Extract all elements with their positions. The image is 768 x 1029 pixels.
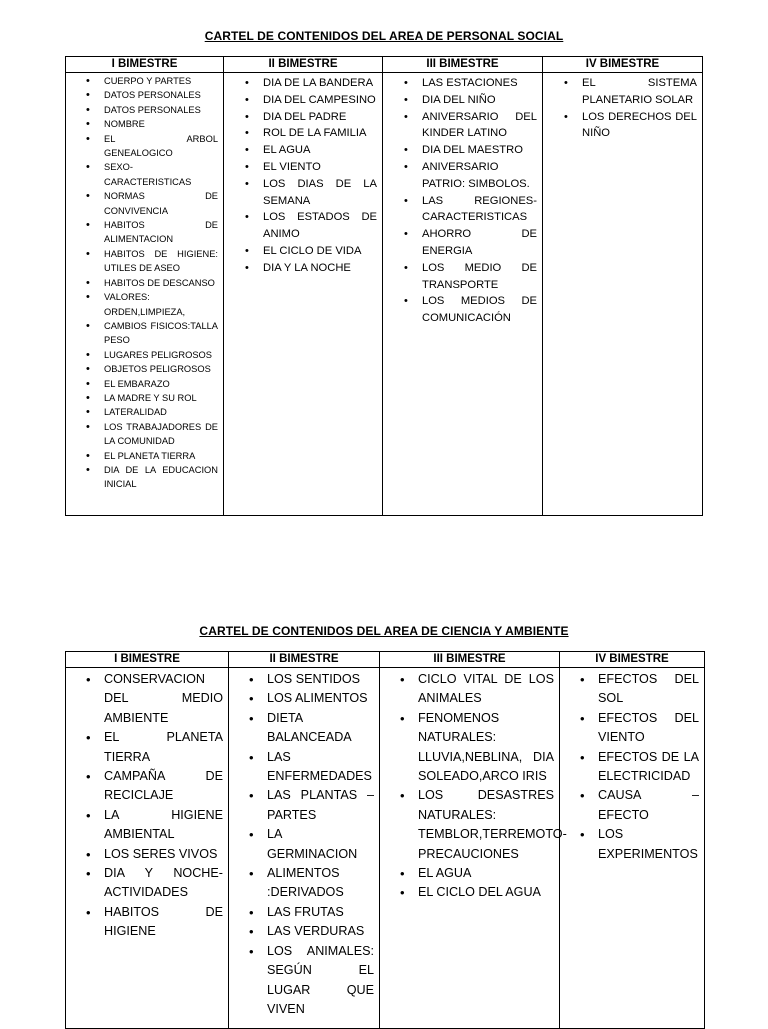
list-item: • EL AGUA: [224, 142, 382, 159]
list-item: • LATERALIDAD: [66, 405, 223, 419]
list-item: • LOS DIAS DE LA SEMANA: [224, 176, 382, 210]
list-item: • EFECTOS DEL VIENTO: [560, 709, 704, 748]
list-item: • EFECTOS DEL SOL: [560, 670, 704, 709]
list-item: • DIA DE LA BANDERA: [224, 75, 382, 92]
column-bimestre-2: [229, 668, 380, 1029]
list-item: • DIETA BALANCEADA: [229, 709, 379, 748]
list-item: • NOMBRE: [66, 117, 223, 131]
list-item: • EL CICLO DEL AGUA: [380, 883, 559, 902]
list-item: • LUGARES PELIGROSOS: [66, 348, 223, 362]
list-item: • AHORRO DE ENERGIA: [383, 226, 542, 260]
list-item: • ALIMENTOS :DERIVADOS: [229, 864, 379, 903]
header-bimestre-3: III BIMESTRE: [380, 652, 560, 668]
list-item: • LOS ESTADOS DE ANIMO: [224, 209, 382, 243]
header-row: [66, 652, 705, 668]
list-item: • LOS EXPERIMENTOS: [560, 825, 704, 864]
header-bimestre-2: II BIMESTRE: [224, 57, 383, 73]
list-item: • VALORES: ORDEN,LIMPIEZA,: [66, 290, 223, 319]
list-item: • EL ARBOL GENEALOGICO: [66, 132, 223, 161]
list-item: • OBJETOS PELIGROSOS: [66, 362, 223, 376]
content-row: [66, 668, 705, 1029]
list-item: • HABITOS DE HIGIENE: UTILES DE ASEO: [66, 247, 223, 276]
list-item: • EL PLANETA TIERRA: [66, 728, 228, 767]
topic-list: [66, 668, 228, 942]
list-item: • LOS SENTIDOS: [229, 670, 379, 689]
list-item: • LA HIGIENE AMBIENTAL: [66, 806, 228, 845]
list-item: • LA GERMINACION: [229, 825, 379, 864]
list-item: • HABITOS DE DESCANSO: [66, 276, 223, 290]
list-item: • DIA DEL PADRE: [224, 109, 382, 126]
list-item: • LAS FRUTAS: [229, 903, 379, 922]
list-item: • EFECTOS DE LA ELECTRICIDAD: [560, 748, 704, 787]
topic-list: [383, 73, 542, 327]
list-item: • DATOS PERSONALES: [66, 103, 223, 117]
personal-social-title: CARTEL DE CONTENIDOS DEL AREA DE PERSONAL SOCIAL: [204, 29, 564, 43]
list-item: • NORMAS DE CONVIVENCIA: [66, 189, 223, 218]
list-item: • DIA DEL CAMPESINO: [224, 92, 382, 109]
header-bimestre-1: I BIMESTRE: [66, 652, 229, 668]
column-bimestre-1: [66, 73, 224, 516]
list-item: • EL SISTEMA PLANETARIO SOLAR: [543, 75, 702, 109]
topic-list: [543, 73, 702, 142]
header-bimestre-2: II BIMESTRE: [229, 652, 380, 668]
list-item: • EL PLANETA TIERRA: [66, 449, 223, 463]
list-item: • EL VIENTO: [224, 159, 382, 176]
list-item: • DIA Y LA NOCHE: [224, 260, 382, 277]
list-item: • LOS MEDIOS DE COMUNICACIÓN: [383, 293, 542, 327]
header-bimestre-4: IV BIMESTRE: [560, 652, 705, 668]
list-item: • HABITOS DE ALIMENTACION: [66, 218, 223, 247]
topic-list: [560, 668, 704, 864]
list-item: • SEXO-CARACTERISTICAS: [66, 160, 223, 189]
list-item: • LOS ALIMENTOS: [229, 689, 379, 708]
personal-social-table: [65, 56, 703, 516]
list-item: • LAS VERDURAS: [229, 922, 379, 941]
list-item: • ROL DE LA FAMILIA: [224, 125, 382, 142]
list-item: • LOS TRABAJADORES DE LA COMUNIDAD: [66, 420, 223, 449]
list-item: • LOS DERECHOS DEL NIÑO: [543, 109, 702, 143]
list-item: • CAMBIOS FISICOS:TALLA PESO: [66, 319, 223, 348]
list-item: • LAS REGIONES-CARACTERISTICAS: [383, 193, 542, 227]
column-bimestre-4: [543, 73, 703, 516]
list-item: • HABITOS DE HIGIENE: [66, 903, 228, 942]
column-bimestre-4: [560, 668, 705, 1029]
list-item: • LOS SERES VIVOS: [66, 845, 228, 864]
topic-list: [229, 668, 379, 1019]
list-item: • LOS ANIMALES: SEGÚN EL LUGAR QUE VIVEN: [229, 942, 379, 1020]
list-item: • ANIVERSARIO DEL KINDER LATINO: [383, 109, 542, 143]
list-item: • DATOS PERSONALES: [66, 88, 223, 102]
list-item: • DIA DEL MAESTRO: [383, 142, 542, 159]
list-item: • ANIVERSARIO PATRIO: SIMBOLOS.: [383, 159, 542, 193]
header-bimestre-4: IV BIMESTRE: [543, 57, 703, 73]
topic-list: [224, 73, 382, 277]
list-item: • DIA DEL NIÑO: [383, 92, 542, 109]
header-bimestre-1: I BIMESTRE: [66, 57, 224, 73]
list-item: • DIA DE LA EDUCACION INICIAL: [66, 463, 223, 492]
column-bimestre-3: [383, 73, 543, 516]
list-item: • CICLO VITAL DE LOS ANIMALES: [380, 670, 559, 709]
list-item: • DIA Y NOCHE-ACTIVIDADES: [66, 864, 228, 903]
list-item: • EL CICLO DE VIDA: [224, 243, 382, 260]
column-bimestre-3: [380, 668, 567, 1029]
list-item: • LAS ESTACIONES: [383, 75, 542, 92]
list-item: • LA MADRE Y SU ROL: [66, 391, 223, 405]
list-item: • LOS DESASTRES NATURALES: TEMBLOR,TERREMOTO- PRECAUCIONES: [380, 786, 559, 864]
list-item: • LAS PLANTAS – PARTES: [229, 786, 379, 825]
column-bimestre-2: [224, 73, 383, 516]
header-bimestre-3: III BIMESTRE: [383, 57, 543, 73]
list-item: • EL AGUA: [380, 864, 559, 883]
list-item: • LAS ENFERMEDADES: [229, 748, 379, 787]
list-item: • EL EMBARAZO: [66, 377, 223, 391]
ciencia-ambiente-table: [65, 651, 705, 1029]
list-item: • CUERPO Y PARTES: [66, 74, 223, 88]
ciencia-ambiente-title: CARTEL DE CONTENIDOS DEL AREA DE CIENCIA Y AMBIENTE: [199, 624, 569, 638]
column-bimestre-1: [66, 668, 229, 1029]
header-row: [66, 57, 703, 73]
content-row: [66, 73, 703, 516]
list-item: • CAMPAÑA DE RECICLAJE: [66, 767, 228, 806]
topic-list: [66, 73, 223, 492]
list-item: • CAUSA – EFECTO: [560, 786, 704, 825]
list-item: • LOS MEDIO DE TRANSPORTE: [383, 260, 542, 294]
list-item: • CONSERVACION DEL MEDIO AMBIENTE: [66, 670, 228, 728]
list-item: • FENOMENOS NATURALES: LLUVIA,NEBLINA, DIA SOLEADO,ARCO IRIS: [380, 709, 559, 787]
topic-list: [380, 668, 567, 903]
